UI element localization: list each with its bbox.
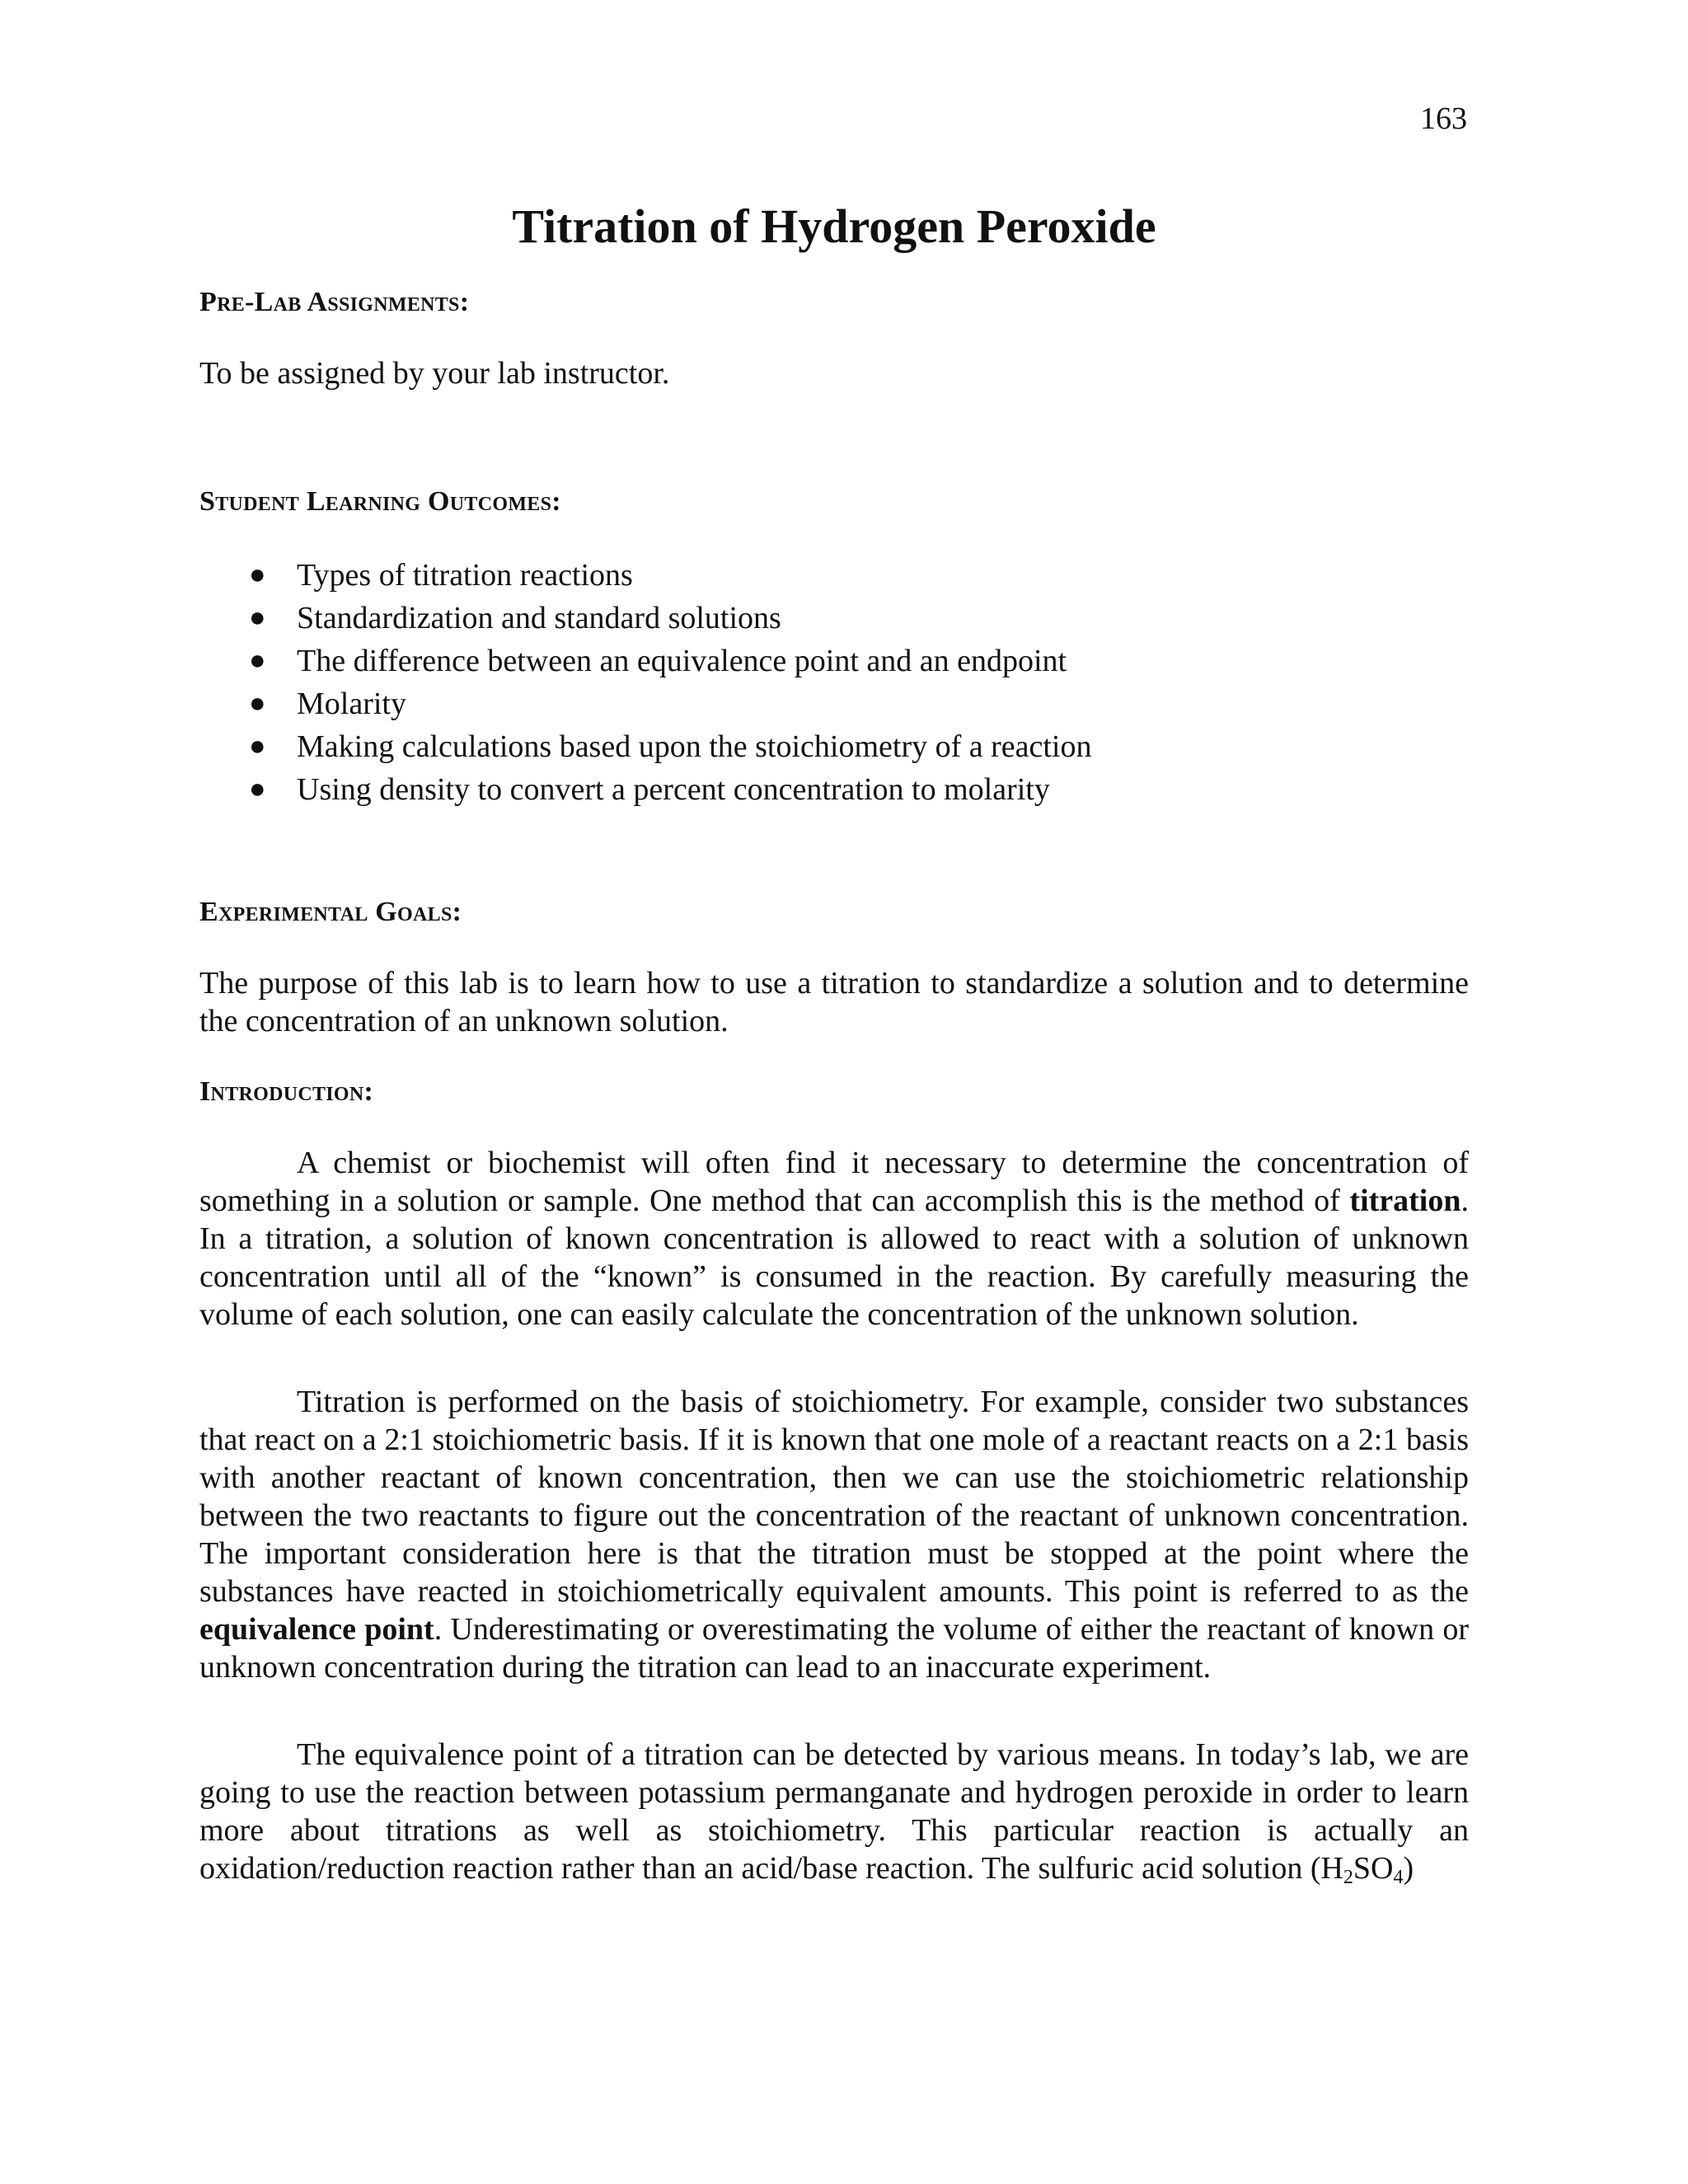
list-item: ● Standardization and standard solutions [199, 597, 1469, 640]
bullet-icon: ● [249, 688, 266, 719]
bullet-icon: ● [249, 602, 266, 633]
list-item: ● Types of titration reactions [199, 554, 1469, 597]
bullet-icon: ● [249, 645, 266, 676]
list-item: ● The difference between an equivalence point and an endpoint [199, 640, 1469, 682]
list-item: ● Molarity [199, 682, 1469, 725]
bullet-icon: ● [249, 731, 266, 762]
list-item: ● Using density to convert a percent concentration to molarity [199, 768, 1469, 811]
page-number: 163 [1420, 101, 1467, 136]
intro-paragraph-3: The equivalence point of a titration can be detected by various means. In today’s lab, we are going to use the reaction between potassium permanganate and hydrogen peroxide in order to learn more about titrations as well as stoichiometry. This particular reaction is actually an oxidation/reduction reaction rather than an acid/base reaction. The sulfuric acid solution $(H_2SO_4)$ [199, 1737, 1469, 1888]
intro-heading: Introduction: [199, 1076, 374, 1107]
goals-heading: Experimental Goals: [199, 897, 462, 927]
bullet-icon: ● [249, 560, 266, 590]
term-titration: titration [1349, 1183, 1461, 1218]
list-item: ● Making calculations based upon the stoichiometry of a reaction [199, 725, 1469, 768]
term-equivalence-point: equivalence point [199, 1612, 434, 1647]
prelab-heading: Pre-Lab Assignments: [199, 287, 470, 317]
goals-text: The purpose of this lab is to learn how to use a titration to standardize a solution and to determine the concentration of an unknown solution. [199, 966, 1469, 1038]
intro-paragraph-1: A chemist or biochemist will often find it necessary to determine the concentration of something in a solution or sample. One method that can accomplish this is the method of titration. In a titration, a solution of known concentration is allowed to react with a solution of unknown concentration until all of the “known” is consumed in the reaction. By carefully measuring the volume of each solution, one can easily calculate the concentration of the unknown solution. [199, 1146, 1469, 1332]
bullet-icon: ● [249, 774, 266, 804]
page-title: Titration of Hydrogen Peroxide [512, 199, 1156, 253]
document-body [199, 198, 1469, 1887]
prelab-text: To be assigned by your lab instructor. [199, 356, 670, 391]
outcomes-list [199, 554, 1469, 811]
intro-paragraph-2: Titration is performed on the basis of stoichiometry. For example, consider two substances that react on a 2:1 stoichiometric basis. If it is known that one mole of a reactant reacts on a 2:1 basis with another reactant of known concentration, then we can use the stoichiometric relationship between the two reactants to figure out the concentration of the reactant of unknown concentration. The important consideration here is that the titration must be stopped at the point where the substances have reacted in stoichiometrically equivalent amounts. This point is referred to as the equivalence point. Underestimating or overestimating the volume of either the reactant of known or unknown concentration during the titration can lead to an inaccurate experiment. [199, 1385, 1469, 1685]
outcomes-heading: Student Learning Outcomes: [199, 486, 561, 517]
